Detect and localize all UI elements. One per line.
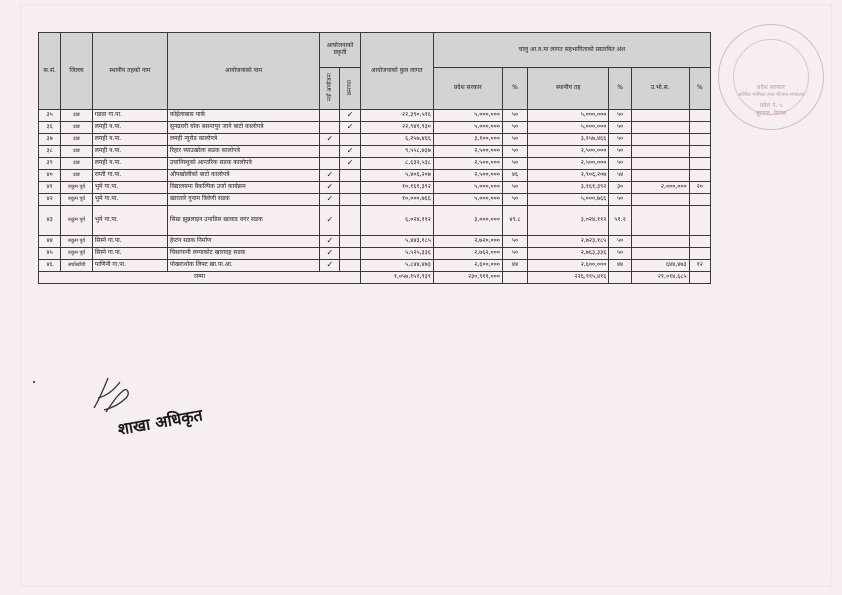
row-pct-uc — [689, 122, 710, 134]
row-pct-province: ४४ — [502, 260, 527, 272]
row-nature-new: ✓ — [320, 194, 340, 206]
row-nature-new: ✓ — [320, 170, 340, 182]
seal-line-1: प्रदेश सरकार — [757, 84, 785, 91]
table-row — [39, 236, 711, 248]
row-nature-new: ✓ — [320, 206, 340, 236]
row-district: दाङ — [61, 134, 92, 146]
header-nature: आयोजनाको प्रकृती — [320, 33, 361, 68]
row-district: अर्घाखाँची — [61, 260, 92, 272]
row-project-name: विद्यालयमा वैकल्पिक उर्जा कार्यक्रम — [167, 182, 319, 194]
header-user-committee: उ.भो.स. — [631, 68, 689, 110]
row-project-name: लमही न्युरोड कालोपत्रे — [167, 134, 319, 146]
row-local: २,९०६,२०७ — [528, 170, 609, 182]
table-row — [39, 194, 711, 206]
row-user-committee: ६४४,४७३ — [631, 260, 689, 272]
row-nature-new: ✓ — [320, 134, 340, 146]
row-sn: ३९ — [39, 158, 61, 170]
row-local: २,५००,००० — [528, 146, 609, 158]
seal-line-4: बुटवल, नेपाल — [755, 110, 787, 117]
row-local-level: सिस्ने गा.पा. — [92, 248, 167, 260]
header-nature-continuing: क्रमागत — [340, 68, 360, 110]
row-sn: ४२ — [39, 194, 61, 206]
row-pct-local: ५० — [609, 122, 631, 134]
row-pct-local: ५० — [609, 158, 631, 170]
row-province: ५,०००,००० — [433, 194, 502, 206]
row-project-name: औपखोलीको बाटो कालोपत्रे — [167, 170, 319, 182]
row-nature-continuing: ✓ — [340, 146, 360, 158]
header-project-name: आयोजनाको नाम — [167, 33, 319, 110]
row-pct-local: ५० — [609, 248, 631, 260]
row-nature-continuing — [340, 170, 360, 182]
row-province: २,६००,००० — [433, 260, 502, 272]
row-district: रुकुम पूर्व — [61, 182, 92, 194]
row-district: रुकुम पूर्व — [61, 206, 92, 236]
row-project-name: उचानिस्थुको आन्तरिक सडक कालोपत्रे — [167, 158, 319, 170]
row-district: रुकुम पूर्व — [61, 194, 92, 206]
row-pct-uc — [689, 110, 710, 122]
totals-user-committee: २१,०१४,६८५ — [631, 272, 689, 284]
row-total-cost: २२,९४१,९३० — [360, 122, 433, 134]
table-row — [39, 170, 711, 182]
row-total-cost: ६,२५७,४६६ — [360, 134, 433, 146]
row-nature-new: ✓ — [320, 236, 340, 248]
row-pct-uc — [689, 248, 710, 260]
signature — [86, 368, 136, 418]
header-province: प्रदेश सरकार — [433, 68, 502, 110]
row-nature-new — [320, 110, 340, 122]
row-user-committee: २,०००,००० — [631, 182, 689, 194]
header-local-level: स्थानीय तहको नाम — [92, 33, 167, 110]
row-nature-continuing — [340, 134, 360, 146]
row-nature-new — [320, 158, 340, 170]
totals-local: २२६,९९५,४१६ — [528, 272, 609, 284]
row-user-committee — [631, 158, 689, 170]
row-pct-province: ४९.८ — [502, 206, 527, 236]
row-pct-uc: २० — [689, 182, 710, 194]
row-pct-province: ५० — [502, 134, 527, 146]
row-total-cost: ६,०२४,११२ — [360, 206, 433, 236]
row-user-committee — [631, 110, 689, 122]
row-province: २,५००,००० — [433, 170, 502, 182]
row-nature-continuing — [340, 260, 360, 272]
row-sn: ४४ — [39, 236, 61, 248]
row-local: ५,०००,००० — [528, 122, 609, 134]
row-project-name: पोखराथोक लिफ्ट खा.पा.आ. — [167, 260, 319, 272]
row-user-committee — [631, 194, 689, 206]
header-district: जिल्ला — [61, 33, 92, 110]
row-user-committee — [631, 146, 689, 158]
row-pct-province: ५० — [502, 236, 527, 248]
designation-text: शाखा अधिकृत — [116, 405, 204, 439]
row-pct-local: ५० — [609, 134, 631, 146]
row-district: रुकुम पूर्व — [61, 248, 92, 260]
row-province: २,७६२,००० — [433, 248, 502, 260]
row-province: ३,०००,००० — [433, 206, 502, 236]
row-pct-uc — [689, 236, 710, 248]
row-local-level: लमही न.पा. — [92, 134, 167, 146]
row-pct-local: ५० — [609, 146, 631, 158]
header-pct-local: % — [609, 68, 631, 110]
row-sn: ४० — [39, 170, 61, 182]
row-pct-province: ५० — [502, 248, 527, 260]
table-row — [39, 158, 711, 170]
row-local-level: लमही न.पा. — [92, 158, 167, 170]
row-province: ३,१००,००० — [433, 134, 502, 146]
row-local-level: लमही न.पा. — [92, 122, 167, 134]
row-pct-province: ५० — [502, 194, 527, 206]
header-nature-new: नयाँ आयोजना — [320, 68, 340, 110]
row-total-cost: २२,३९०,५१६ — [360, 110, 433, 122]
row-district: दाङ — [61, 170, 92, 182]
row-local: ३,०२४,११२ — [528, 206, 609, 236]
row-local: ३,१६१,३९२ — [528, 182, 609, 194]
row-nature-continuing: ✓ — [340, 158, 360, 170]
row-local-level: पाणिनी गा.पा. — [92, 260, 167, 272]
row-nature-new: ✓ — [320, 248, 340, 260]
row-district: दाङ — [61, 158, 92, 170]
row-nature-continuing: ✓ — [340, 110, 360, 122]
table-row — [39, 248, 711, 260]
row-nature-continuing: ✓ — [340, 122, 360, 134]
totals-pct-local — [609, 272, 631, 284]
row-sn: ३७ — [39, 134, 61, 146]
row-pct-local: ३० — [609, 182, 631, 194]
row-province: ५,०००,००० — [433, 110, 502, 122]
header-pct-province: % — [502, 68, 527, 110]
row-local: २,५००,००० — [528, 158, 609, 170]
row-pct-uc — [689, 158, 710, 170]
table-row — [39, 260, 711, 272]
row-local: २,७२३,१८५ — [528, 236, 609, 248]
table-row — [39, 134, 711, 146]
row-district: दाङ — [61, 122, 92, 134]
row-sn: ४६ — [39, 260, 61, 272]
row-total-cost: ८,६३२,५३८ — [360, 158, 433, 170]
row-total-cost: ५,४४३,१८५ — [360, 236, 433, 248]
totals-pct-uc — [689, 272, 710, 284]
row-total-cost: १०,०००,७६६ — [360, 194, 433, 206]
row-pct-uc: १२ — [689, 260, 710, 272]
header-local: स्थानीय तह — [528, 68, 609, 110]
row-sn: ४५ — [39, 248, 61, 260]
row-pct-local: ५० — [609, 236, 631, 248]
row-user-committee — [631, 122, 689, 134]
row-province: २,५००,००० — [433, 146, 502, 158]
row-district: दाङ — [61, 110, 92, 122]
row-nature-continuing — [340, 248, 360, 260]
row-user-committee — [631, 248, 689, 260]
row-pct-province: ५० — [502, 146, 527, 158]
row-pct-uc — [689, 194, 710, 206]
row-local: ३,१५७,४६६ — [528, 134, 609, 146]
row-local-level: भुमे गा.पा. — [92, 194, 167, 206]
row-user-committee — [631, 134, 689, 146]
row-project-name: चिसापानी लम्पाकोट खारादह सडक — [167, 248, 319, 260]
row-sn: ३५ — [39, 110, 61, 122]
totals-row — [39, 272, 711, 284]
stray-mark — [33, 381, 35, 383]
row-province: ५,०००,००० — [433, 122, 502, 134]
row-province: २,५००,००० — [433, 158, 502, 170]
row-total-cost: १०,१६१,३९२ — [360, 182, 433, 194]
totals-pct-province — [502, 272, 527, 284]
row-local-level: भुमे गा.पा. — [92, 182, 167, 194]
row-total-cost: ९,५५८,७३७ — [360, 146, 433, 158]
row-province: ५,०००,००० — [433, 182, 502, 194]
row-pct-province: ५० — [502, 122, 527, 134]
row-nature-continuing — [340, 182, 360, 194]
seal-line-3: प्रदेश नं. ५ — [759, 102, 783, 109]
row-total-cost: ५,५२५,३३६ — [360, 248, 433, 260]
row-pct-local: ४४ — [609, 260, 631, 272]
table-row — [39, 146, 711, 158]
row-project-name: कोईलाबास पार्क — [167, 110, 319, 122]
row-local-level: गढवा गा.पा. — [92, 110, 167, 122]
row-project-name: खारतारे गुनाम त्रिवेणी सडक — [167, 194, 319, 206]
row-pct-local: ५१.२ — [609, 206, 631, 236]
seal-line-2: आर्थिक मामिला तथा योजना मन्त्रालय — [737, 92, 805, 98]
row-sn: ३६ — [39, 122, 61, 134]
row-pct-local: ५४ — [609, 170, 631, 182]
totals-province: २३०,९११,००० — [433, 272, 502, 284]
row-nature-new — [320, 146, 340, 158]
row-local: ५,०००,७६६ — [528, 194, 609, 206]
table-row — [39, 206, 711, 236]
row-pct-local: ५० — [609, 194, 631, 206]
row-district: रुकुम पूर्व — [61, 236, 92, 248]
row-local-level: भुमे गा.पा. — [92, 206, 167, 236]
row-nature-new — [320, 122, 340, 134]
row-project-name: रिहार च्याउखोला सडक कालोपत्रे — [167, 146, 319, 158]
row-pct-province: ५० — [502, 182, 527, 194]
row-nature-new: ✓ — [320, 182, 340, 194]
row-sn: ४३ — [39, 206, 61, 236]
row-user-committee — [631, 236, 689, 248]
table-row — [39, 110, 711, 122]
totals-cost: १,०५७,१५१,९३९ — [360, 272, 433, 284]
row-sn: ३८ — [39, 146, 61, 158]
row-project-name: सिम्रा झुन्नलाइन उपाडिस खावाड वगर सडक — [167, 206, 319, 236]
row-pct-province: ५० — [502, 158, 527, 170]
row-project-name: सुनढवरी चोक बसन्तपुर जाने बाटो कालोपत्रे — [167, 122, 319, 134]
row-pct-province: ४६ — [502, 170, 527, 182]
row-local: २,६००,००० — [528, 260, 609, 272]
row-project-name: हेप्टन सडक निर्माण — [167, 236, 319, 248]
row-nature-continuing — [340, 236, 360, 248]
totals-label: जम्मा — [39, 272, 361, 284]
row-nature-new: ✓ — [320, 260, 340, 272]
row-pct-uc — [689, 170, 710, 182]
row-local-level: सिस्ने गा.पा. — [92, 236, 167, 248]
row-local-level: लमही न.पा. — [92, 146, 167, 158]
row-pct-uc — [689, 134, 710, 146]
header-cofinance: चालु आ.व.मा लागत सहभागिताको प्रस्तावित अंश — [433, 33, 710, 68]
row-local: ५,०००,००० — [528, 110, 609, 122]
row-province: २,७२०,००० — [433, 236, 502, 248]
row-pct-province: ५० — [502, 110, 527, 122]
row-pct-local: ५० — [609, 110, 631, 122]
header-pct-uc: % — [689, 68, 710, 110]
row-total-cost: ५,४०६,२०७ — [360, 170, 433, 182]
row-nature-continuing — [340, 206, 360, 236]
row-local: २,७६३,३३६ — [528, 248, 609, 260]
header-total-cost: आयोजनाको कुल लागत — [360, 33, 433, 110]
table-row — [39, 182, 711, 194]
row-pct-uc — [689, 206, 710, 236]
table-row — [39, 122, 711, 134]
row-sn: ४१ — [39, 182, 61, 194]
official-seal — [718, 24, 824, 130]
row-user-committee — [631, 206, 689, 236]
row-local-level: राप्ती गा.पा. — [92, 170, 167, 182]
row-pct-uc — [689, 146, 710, 158]
header-sn: क.सं. — [39, 33, 61, 110]
row-user-committee — [631, 170, 689, 182]
row-total-cost: ५,८४४,४७३ — [360, 260, 433, 272]
row-district: दाङ — [61, 146, 92, 158]
row-nature-continuing — [340, 194, 360, 206]
cofinance-table — [38, 32, 711, 284]
